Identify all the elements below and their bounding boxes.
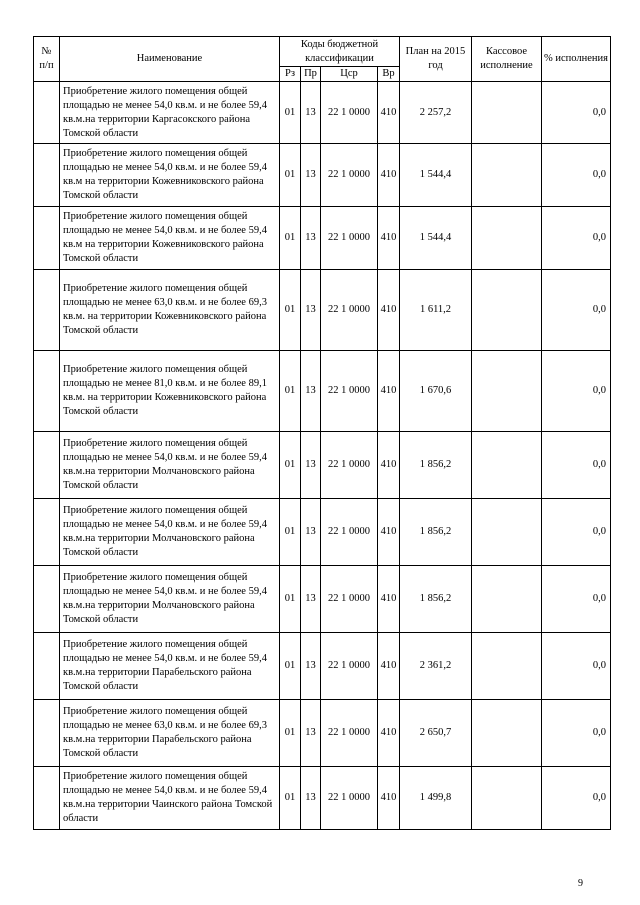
row-name: Приобретение жилого помещения общей площадью не менее 63,0 кв.м. и не более 69,3 кв.м.на территории Парабельского района Томской области	[60, 700, 280, 767]
row-rz: 01	[280, 566, 301, 633]
row-cash	[472, 207, 542, 270]
row-rz: 01	[280, 700, 301, 767]
row-percent: 0,0	[542, 82, 611, 144]
row-vr: 410	[378, 767, 400, 830]
row-rz: 01	[280, 270, 301, 351]
row-plan: 2 650,7	[400, 700, 472, 767]
row-pr: 13	[301, 633, 321, 700]
table-row	[34, 566, 611, 633]
row-plan: 1 856,2	[400, 432, 472, 499]
page-number: 9	[578, 878, 583, 889]
table-row	[34, 499, 611, 566]
row-cash	[472, 351, 542, 432]
row-csr: 22 1 0000	[321, 767, 378, 830]
row-rz: 01	[280, 207, 301, 270]
row-pr: 13	[301, 499, 321, 566]
row-num	[34, 351, 60, 432]
row-vr: 410	[378, 700, 400, 767]
row-name: Приобретение жилого помещения общей площадью не менее 81,0 кв.м. и не более 89,1 кв.м. на территории Кожевниковского района Томской области	[60, 351, 280, 432]
row-name: Приобретение жилого помещения общей площадью не менее 54,0 кв.м. и не более 59,4 кв.м на территории Кожевниковского района Томской области	[60, 144, 280, 207]
row-percent: 0,0	[542, 432, 611, 499]
row-num	[34, 82, 60, 144]
header-cash: Кассовое исполнение	[472, 37, 542, 82]
row-plan: 2 257,2	[400, 82, 472, 144]
header-codes: Коды бюджетной классификации	[280, 37, 400, 67]
row-vr: 410	[378, 144, 400, 207]
row-num	[34, 270, 60, 351]
table-row	[34, 351, 611, 432]
row-pr: 13	[301, 270, 321, 351]
table-row	[34, 767, 611, 830]
row-csr: 22 1 0000	[321, 566, 378, 633]
table-row	[34, 270, 611, 351]
row-cash	[472, 499, 542, 566]
table-row	[34, 432, 611, 499]
row-vr: 410	[378, 82, 400, 144]
row-pr: 13	[301, 144, 321, 207]
row-plan: 1 499,8	[400, 767, 472, 830]
row-csr: 22 1 0000	[321, 82, 378, 144]
row-csr: 22 1 0000	[321, 207, 378, 270]
row-percent: 0,0	[542, 144, 611, 207]
row-cash	[472, 566, 542, 633]
header-num: № п/п	[34, 37, 60, 82]
table-row	[34, 207, 611, 270]
row-percent: 0,0	[542, 633, 611, 700]
row-vr: 410	[378, 432, 400, 499]
row-num	[34, 499, 60, 566]
row-pr: 13	[301, 207, 321, 270]
row-csr: 22 1 0000	[321, 499, 378, 566]
row-name: Приобретение жилого помещения общей площадью не менее 54,0 кв.м. и не более 59,4 кв.м.на территории Молчановского района Томской области	[60, 566, 280, 633]
table-row	[34, 633, 611, 700]
row-rz: 01	[280, 432, 301, 499]
row-plan: 1 856,2	[400, 566, 472, 633]
row-csr: 22 1 0000	[321, 700, 378, 767]
row-rz: 01	[280, 767, 301, 830]
row-plan: 1 611,2	[400, 270, 472, 351]
row-csr: 22 1 0000	[321, 270, 378, 351]
row-cash	[472, 767, 542, 830]
budget-table	[33, 36, 611, 830]
row-name: Приобретение жилого помещения общей площадью не менее 54,0 кв.м. и не более 59,4 кв.м на территории Кожевниковского района Томской области	[60, 207, 280, 270]
row-num	[34, 207, 60, 270]
row-name: Приобретение жилого помещения общей площадью не менее 54,0 кв.м. и не более 59,4 кв.м.на территории Чаинского района Томской области	[60, 767, 280, 830]
row-csr: 22 1 0000	[321, 432, 378, 499]
table-row	[34, 144, 611, 207]
row-percent: 0,0	[542, 767, 611, 830]
header-vr: Вр	[378, 67, 400, 82]
row-num	[34, 144, 60, 207]
row-cash	[472, 633, 542, 700]
header-plan: План на 2015 год	[400, 37, 472, 82]
header-csr: Цср	[321, 67, 378, 82]
row-num	[34, 432, 60, 499]
row-name: Приобретение жилого помещения общей площадью не менее 54,0 кв.м. и не более 59,4 кв.м.на территории Парабельского района Томской области	[60, 633, 280, 700]
row-percent: 0,0	[542, 207, 611, 270]
header-rz: Рз	[280, 67, 301, 82]
row-pr: 13	[301, 82, 321, 144]
row-rz: 01	[280, 351, 301, 432]
row-rz: 01	[280, 82, 301, 144]
row-name: Приобретение жилого помещения общей площадью не менее 63,0 кв.м. и не более 69,3 кв.м. на территории Кожевниковского района Томской области	[60, 270, 280, 351]
row-pr: 13	[301, 432, 321, 499]
row-cash	[472, 82, 542, 144]
row-plan: 1 670,6	[400, 351, 472, 432]
row-rz: 01	[280, 144, 301, 207]
row-pr: 13	[301, 700, 321, 767]
row-vr: 410	[378, 566, 400, 633]
row-cash	[472, 432, 542, 499]
row-name: Приобретение жилого помещения общей площадью не менее 54,0 кв.м. и не более 59,4 кв.м.на территории Молчановского района Томской области	[60, 499, 280, 566]
row-rz: 01	[280, 499, 301, 566]
row-percent: 0,0	[542, 351, 611, 432]
row-plan: 2 361,2	[400, 633, 472, 700]
row-plan: 1 856,2	[400, 499, 472, 566]
row-csr: 22 1 0000	[321, 144, 378, 207]
table-row	[34, 700, 611, 767]
row-percent: 0,0	[542, 499, 611, 566]
row-cash	[472, 700, 542, 767]
row-num	[34, 566, 60, 633]
row-pr: 13	[301, 566, 321, 633]
row-num	[34, 767, 60, 830]
header-percent: % исполнения	[542, 37, 611, 82]
row-cash	[472, 270, 542, 351]
header-name: Наименование	[60, 37, 280, 82]
row-csr: 22 1 0000	[321, 633, 378, 700]
row-plan: 1 544,4	[400, 144, 472, 207]
row-vr: 410	[378, 207, 400, 270]
row-pr: 13	[301, 767, 321, 830]
row-name: Приобретение жилого помещения общей площадью не менее 54,0 кв.м. и не более 59,4 кв.м.на территории Молчановского района Томской области	[60, 432, 280, 499]
row-vr: 410	[378, 499, 400, 566]
row-rz: 01	[280, 633, 301, 700]
row-vr: 410	[378, 633, 400, 700]
table-row	[34, 82, 611, 144]
header-pr: Пр	[301, 67, 321, 82]
row-vr: 410	[378, 270, 400, 351]
row-cash	[472, 144, 542, 207]
row-num	[34, 633, 60, 700]
row-pr: 13	[301, 351, 321, 432]
row-csr: 22 1 0000	[321, 351, 378, 432]
row-vr: 410	[378, 351, 400, 432]
row-plan: 1 544,4	[400, 207, 472, 270]
row-percent: 0,0	[542, 270, 611, 351]
row-percent: 0,0	[542, 700, 611, 767]
row-percent: 0,0	[542, 566, 611, 633]
row-name: Приобретение жилого помещения общей площадью не менее 54,0 кв.м. и не более 59,4 кв.м.на территории Каргасокского района Томской области	[60, 82, 280, 144]
row-num	[34, 700, 60, 767]
